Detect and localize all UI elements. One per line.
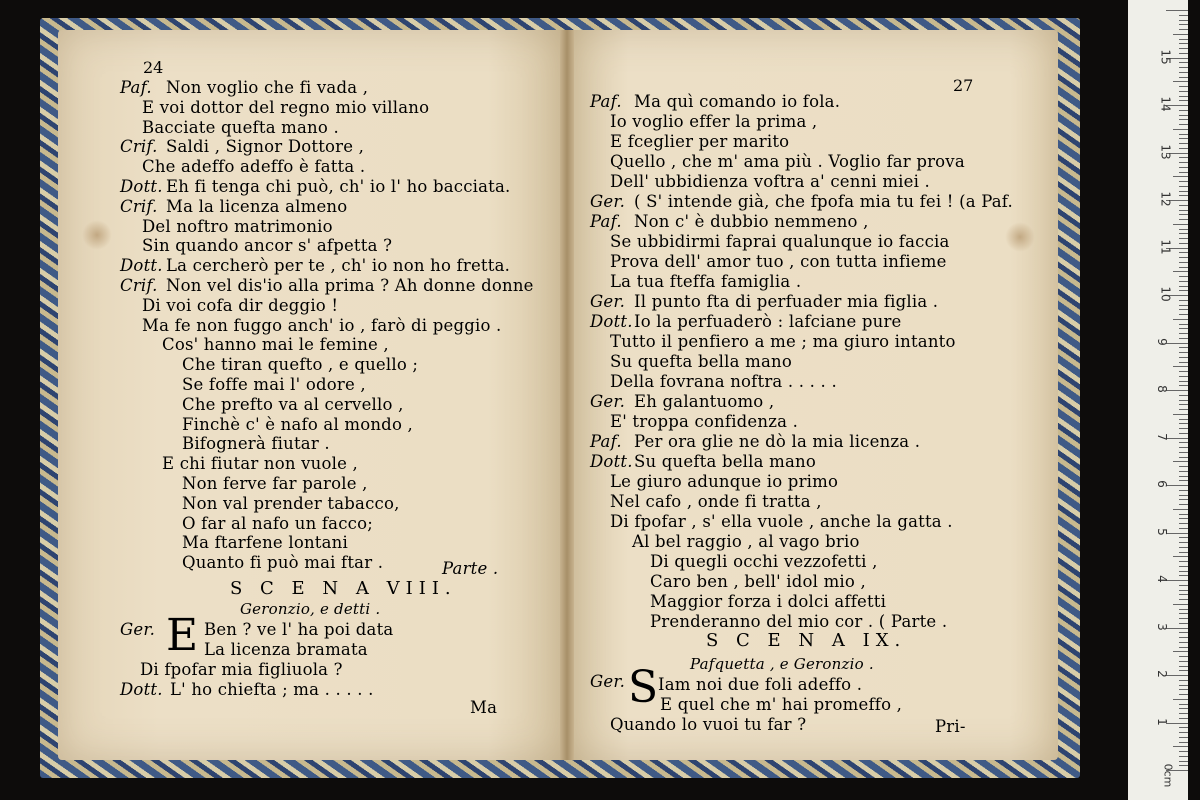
ruler-tick bbox=[1179, 290, 1188, 291]
ruler-tick bbox=[1179, 157, 1188, 158]
ruler-tick bbox=[1179, 680, 1188, 681]
ruler-tick bbox=[1179, 647, 1188, 648]
ruler-tick bbox=[1179, 637, 1188, 638]
catchword: Pri- bbox=[935, 717, 966, 736]
ruler-tick bbox=[1179, 447, 1188, 448]
ruler-tick bbox=[1179, 72, 1188, 73]
ruler-tick bbox=[1179, 428, 1188, 429]
text-line: Non voglio che fi vada , bbox=[166, 78, 369, 97]
ruler-label: 10 bbox=[1158, 286, 1173, 302]
speaker-label: Paf. bbox=[590, 92, 622, 111]
text-line: Per ora glie ne dò la mia licenza . bbox=[634, 432, 921, 451]
ruler-label: 9 bbox=[1154, 337, 1169, 346]
ruler-tick bbox=[1179, 452, 1188, 453]
ruler-tick bbox=[1173, 319, 1188, 320]
ruler-tick bbox=[1179, 324, 1188, 325]
ruler-tick bbox=[1179, 632, 1188, 633]
text-line: Che adeffo adeffo è fatta . bbox=[142, 157, 366, 177]
text-line: Su quefta bella mano bbox=[610, 352, 792, 371]
text-line: Prenderanno del mio cor . ( Parte . bbox=[650, 612, 948, 631]
text-line: Di quegli occhi vezzofetti , bbox=[650, 552, 878, 571]
text-line: Sin quando ancor s' afpetta ? bbox=[142, 236, 393, 256]
ruler-tick bbox=[1179, 547, 1188, 548]
ruler-tick bbox=[1166, 438, 1188, 439]
ruler-tick bbox=[1179, 656, 1188, 657]
ruler-tick bbox=[1179, 338, 1188, 339]
speaker-label: Dott. bbox=[120, 177, 163, 196]
text-line: Quanto fi può mai ftar . bbox=[182, 553, 384, 573]
text-line: Non ferve far parole , bbox=[182, 474, 368, 493]
ruler-tick bbox=[1179, 286, 1188, 287]
ruler-tick bbox=[1173, 366, 1188, 367]
ruler-tick bbox=[1179, 670, 1188, 671]
ruler-tick bbox=[1179, 742, 1188, 743]
ruler-tick bbox=[1179, 490, 1188, 491]
ruler-tick bbox=[1179, 751, 1188, 752]
ruler-label: 13 bbox=[1158, 143, 1173, 160]
text-line: Le giuro adunque io primo bbox=[610, 472, 839, 491]
speaker-label: Ger. bbox=[590, 292, 626, 311]
ruler-tick bbox=[1179, 476, 1188, 477]
ruler-label: 3 bbox=[1154, 622, 1169, 631]
text-line: Non val prender tabacco, bbox=[182, 493, 400, 513]
ruler-tick bbox=[1179, 124, 1188, 125]
ruler-tick bbox=[1179, 191, 1188, 192]
ruler-label: 0cm bbox=[1161, 763, 1175, 788]
ruler-tick bbox=[1179, 276, 1188, 277]
text-line: Cos' hanno mai le femine , bbox=[162, 335, 389, 355]
ruler-tick bbox=[1179, 594, 1188, 595]
ruler-tick bbox=[1179, 43, 1188, 44]
text-line: Tutto il penfiero a me ; ma giuro intanto bbox=[610, 332, 956, 351]
ruler-tick bbox=[1179, 457, 1188, 458]
ruler-tick bbox=[1179, 537, 1188, 538]
text-line: Caro ben , bell' idol mio , bbox=[650, 572, 866, 591]
ruler-tick bbox=[1166, 628, 1188, 629]
speaker-label: Paf. bbox=[590, 432, 622, 451]
ruler-tick bbox=[1166, 10, 1188, 11]
ruler-tick bbox=[1166, 723, 1188, 724]
text-line: L' ho chiefta ; ma . . . . . bbox=[170, 680, 374, 699]
ruler-tick bbox=[1179, 210, 1188, 211]
ruler-tick bbox=[1179, 704, 1188, 705]
ruler-tick bbox=[1179, 39, 1188, 40]
ruler-tick bbox=[1179, 148, 1188, 149]
ruler-tick bbox=[1179, 514, 1188, 515]
text-line: Saldi , Signor Dottore , bbox=[166, 137, 365, 157]
ruler-tick bbox=[1179, 585, 1188, 586]
text-line: E voi dottor del regno mio villano bbox=[142, 97, 430, 117]
ruler-tick bbox=[1179, 661, 1188, 662]
ruler-tick bbox=[1179, 257, 1188, 258]
drop-cap: S bbox=[628, 662, 659, 713]
ruler-tick bbox=[1179, 115, 1188, 116]
ruler-label: 8 bbox=[1154, 385, 1169, 393]
ruler-tick bbox=[1179, 518, 1188, 519]
scene-cast: Geronzio, e detti . bbox=[240, 600, 381, 618]
text-line: Quello , che m' ama più . Voglio far prova bbox=[610, 152, 965, 171]
text-line: La licenza bramata bbox=[204, 640, 368, 659]
text-line: Il punto fta di perfuader mia figlia . bbox=[634, 292, 939, 311]
ruler-tick bbox=[1179, 134, 1188, 135]
scene-heading: S C E N A VIII. bbox=[230, 578, 457, 599]
text-line: Ben ? ve l' ha poi data bbox=[204, 620, 394, 639]
ruler-tick bbox=[1179, 737, 1188, 738]
ruler-tick bbox=[1179, 599, 1188, 600]
ruler-tick bbox=[1179, 765, 1188, 766]
text-line: Di fpofar mia figliuola ? bbox=[140, 660, 343, 679]
ruler-tick bbox=[1179, 333, 1188, 334]
ruler-tick bbox=[1179, 471, 1188, 472]
text-line: La cercherò per te , ch' io non ho fretta. bbox=[166, 256, 511, 276]
ruler-tick bbox=[1179, 48, 1188, 49]
ruler-tick bbox=[1179, 162, 1188, 163]
ruler-tick bbox=[1179, 761, 1188, 762]
ruler-tick bbox=[1179, 499, 1188, 500]
speaker-label: Crif. bbox=[120, 137, 158, 157]
ruler-tick bbox=[1179, 404, 1188, 405]
ruler-tick bbox=[1179, 309, 1188, 310]
ruler-tick bbox=[1179, 86, 1188, 87]
ruler-label: 5 bbox=[1154, 527, 1169, 536]
ruler-tick bbox=[1173, 176, 1188, 177]
ruler-tick bbox=[1179, 400, 1188, 401]
ruler-tick bbox=[1179, 119, 1188, 120]
ruler-tick bbox=[1179, 442, 1188, 443]
ruler-tick bbox=[1179, 718, 1188, 719]
ruler-tick bbox=[1166, 485, 1188, 486]
ruler-tick bbox=[1179, 495, 1188, 496]
text-line: Del noftro matrimonio bbox=[142, 216, 333, 236]
ruler-tick bbox=[1179, 708, 1188, 709]
book-gutter bbox=[560, 30, 574, 760]
ruler-tick bbox=[1179, 732, 1188, 733]
ruler-tick bbox=[1179, 666, 1188, 667]
ruler-tick bbox=[1179, 713, 1188, 714]
text-line: Ma quì comando io fola. bbox=[634, 92, 841, 111]
ruler-tick bbox=[1179, 419, 1188, 420]
ruler-tick bbox=[1179, 91, 1188, 92]
ruler-tick bbox=[1179, 561, 1188, 562]
text-line: Eh galantuomo , bbox=[634, 392, 775, 411]
ruler-tick bbox=[1166, 580, 1188, 581]
ruler-tick bbox=[1179, 300, 1188, 301]
text-line: Se ubbidirmi faprai qualunque io faccia bbox=[610, 232, 950, 251]
ruler-label: 7 bbox=[1154, 432, 1169, 441]
ruler-tick bbox=[1179, 613, 1188, 614]
ruler-tick bbox=[1173, 509, 1188, 510]
paper-stain bbox=[1005, 222, 1035, 252]
text-line: ( S' intende già, che fpofa mia tu fei ! (a Paf. bbox=[634, 192, 1013, 211]
ruler-tick bbox=[1179, 205, 1188, 206]
text-line: E chi fiutar non vuole , bbox=[162, 454, 358, 474]
ruler-tick bbox=[1179, 24, 1188, 25]
ruler-label: 11 bbox=[1158, 238, 1173, 255]
ruler-tick bbox=[1179, 195, 1188, 196]
speaker-label: Paf. bbox=[120, 78, 152, 97]
ruler-tick bbox=[1179, 328, 1188, 329]
text-line: Ma fe non fuggo anch' io , farò di peggio . bbox=[142, 315, 502, 335]
text-line: E fceglier per marito bbox=[610, 132, 790, 151]
ruler-tick bbox=[1179, 575, 1188, 576]
text-line: Che prefto va al cervello , bbox=[182, 394, 404, 414]
ruler-tick bbox=[1179, 376, 1188, 377]
ruler-tick bbox=[1179, 385, 1188, 386]
text-line: Finchè c' è nafo al mondo , bbox=[182, 414, 413, 434]
text-line: Al bel raggio , al vago brio bbox=[632, 532, 860, 551]
ruler-tick bbox=[1179, 694, 1188, 695]
ruler-tick bbox=[1179, 480, 1188, 481]
ruler-label: 15 bbox=[1158, 48, 1173, 65]
speaker-label: Ger. bbox=[590, 392, 626, 411]
text-line: Nel cafo , onde fi tratta , bbox=[610, 492, 822, 511]
ruler-tick bbox=[1179, 172, 1188, 173]
ruler-tick bbox=[1179, 314, 1188, 315]
ruler-tick bbox=[1173, 746, 1188, 747]
speaker-label: Crif. bbox=[120, 196, 158, 216]
scene-cast: Pafquetta , e Geronzio . bbox=[690, 655, 874, 673]
ruler-tick bbox=[1179, 623, 1188, 624]
ruler-tick bbox=[1179, 252, 1188, 253]
ruler-tick bbox=[1179, 53, 1188, 54]
paper-stain bbox=[82, 220, 112, 250]
ruler-tick bbox=[1173, 224, 1188, 225]
ruler-tick bbox=[1173, 81, 1188, 82]
ruler-tick bbox=[1166, 675, 1188, 676]
ruler-tick bbox=[1179, 267, 1188, 268]
ruler-tick bbox=[1179, 62, 1188, 63]
speaker-label: Ger. bbox=[590, 672, 626, 691]
speaker-label: Crif. bbox=[120, 276, 158, 295]
ruler-tick bbox=[1173, 699, 1188, 700]
speaker-label: Dott. bbox=[120, 680, 163, 699]
ruler-tick bbox=[1179, 433, 1188, 434]
ruler-label: 12 bbox=[1158, 191, 1173, 207]
drop-cap: E bbox=[166, 610, 199, 661]
text-line: O far al nafo un facco; bbox=[182, 513, 373, 533]
ruler-tick bbox=[1166, 533, 1188, 534]
ruler-tick bbox=[1179, 110, 1188, 111]
ruler-tick bbox=[1179, 281, 1188, 282]
text-line: Io la perfuaderò : lafciane pure bbox=[634, 312, 902, 331]
text-line: E' troppa confidenza . bbox=[610, 412, 799, 431]
text-line: Quando lo vuoi tu far ? bbox=[610, 715, 807, 734]
ruler-tick bbox=[1173, 129, 1188, 130]
ruler-tick bbox=[1179, 566, 1188, 567]
text-line: Dell' ubbidienza voftra a' cenni miei . bbox=[610, 172, 930, 191]
text-line: Se foffe mai l' odore , bbox=[182, 375, 366, 394]
ruler-tick bbox=[1179, 186, 1188, 187]
text-line: Ma la licenza almeno bbox=[166, 196, 348, 216]
ruler-tick bbox=[1179, 77, 1188, 78]
text-line: Di fpofar , s' ella vuole , anche la gatta . bbox=[610, 512, 953, 531]
ruler-tick bbox=[1179, 371, 1188, 372]
ruler-tick bbox=[1179, 362, 1188, 363]
ruler-tick bbox=[1173, 604, 1188, 605]
speaker-label: Dott. bbox=[590, 452, 633, 471]
ruler-tick bbox=[1173, 461, 1188, 462]
text-line: Maggior forza i dolci affetti bbox=[650, 592, 887, 611]
ruler-tick bbox=[1179, 552, 1188, 553]
ruler-tick bbox=[1179, 756, 1188, 757]
ruler-tick bbox=[1179, 352, 1188, 353]
ruler-tick bbox=[1179, 504, 1188, 505]
ruler-tick bbox=[1179, 100, 1188, 101]
ruler-tick bbox=[1179, 618, 1188, 619]
ruler-tick bbox=[1179, 167, 1188, 168]
text-line: Eh fi tenga chi può, ch' io l' ho bacciata. bbox=[166, 177, 511, 196]
measurement-ruler bbox=[1128, 0, 1188, 800]
ruler-tick bbox=[1179, 20, 1188, 21]
ruler-tick bbox=[1179, 727, 1188, 728]
ruler-tick bbox=[1179, 347, 1188, 348]
ruler-tick bbox=[1179, 181, 1188, 182]
text-line: Bacciate quefta mano . bbox=[142, 117, 339, 137]
ruler-tick bbox=[1173, 271, 1188, 272]
ruler-label: 2 bbox=[1154, 670, 1169, 678]
ruler-tick bbox=[1179, 523, 1188, 524]
ruler-tick bbox=[1173, 651, 1188, 652]
ruler-tick bbox=[1179, 423, 1188, 424]
text-line: E quel che m' hai promeffo , bbox=[660, 695, 903, 714]
text-line: La tua fteffa famiglia . bbox=[610, 272, 802, 291]
text-line: Di voi cofa dir deggio ! bbox=[142, 295, 339, 315]
ruler-tick bbox=[1179, 409, 1188, 410]
ruler-tick bbox=[1179, 67, 1188, 68]
ruler-tick bbox=[1173, 556, 1188, 557]
ruler-tick bbox=[1179, 590, 1188, 591]
ruler-tick bbox=[1179, 29, 1188, 30]
ruler-tick bbox=[1179, 214, 1188, 215]
speaker-label: Ger. bbox=[120, 620, 156, 639]
text-line: Prova dell' amor tuo , con tutta infieme bbox=[610, 252, 947, 271]
ruler-tick bbox=[1179, 262, 1188, 263]
catchword: Ma bbox=[470, 698, 498, 717]
text-line: Che tiran quefto , e quello ; bbox=[182, 355, 419, 375]
scene-heading: S C E N A IX. bbox=[706, 630, 907, 651]
text-line: Bifognerà fiutar . bbox=[182, 434, 330, 454]
ruler-tick bbox=[1179, 96, 1188, 97]
ruler-tick bbox=[1179, 357, 1188, 358]
text-line: Iam noi due foli adeffo . bbox=[658, 675, 863, 694]
ruler-tick bbox=[1179, 305, 1188, 306]
page-number: 27 bbox=[953, 76, 974, 95]
stage-direction: Parte . bbox=[442, 559, 499, 578]
ruler-tick bbox=[1179, 15, 1188, 16]
ruler-tick bbox=[1179, 542, 1188, 543]
speaker-label: Dott. bbox=[120, 256, 163, 276]
text-line: Della fovrana noftra . . . . . bbox=[610, 372, 837, 391]
ruler-tick bbox=[1173, 34, 1188, 35]
text-line: Io voglio effer la prima , bbox=[610, 112, 818, 131]
text-line: Non c' è dubbio nemmeno , bbox=[634, 212, 869, 231]
ruler-tick bbox=[1179, 143, 1188, 144]
ruler-tick bbox=[1179, 138, 1188, 139]
speaker-label: Paf. bbox=[590, 212, 622, 231]
ruler-tick bbox=[1179, 571, 1188, 572]
ruler-tick bbox=[1179, 528, 1188, 529]
ruler-label: 1 bbox=[1154, 717, 1169, 726]
ruler-label: 4 bbox=[1154, 575, 1169, 583]
ruler-tick bbox=[1166, 343, 1188, 344]
text-line: Su quefta bella mano bbox=[634, 452, 816, 471]
ruler-tick bbox=[1179, 229, 1188, 230]
ruler-tick bbox=[1179, 219, 1188, 220]
speaker-label: Ger. bbox=[590, 192, 626, 211]
ruler-tick bbox=[1179, 381, 1188, 382]
page-number: 24 bbox=[143, 58, 164, 77]
ruler-tick bbox=[1179, 685, 1188, 686]
ruler-tick bbox=[1179, 466, 1188, 467]
text-line: Ma ftarfene lontani bbox=[182, 533, 348, 553]
ruler-tick bbox=[1179, 609, 1188, 610]
ruler-label: 6 bbox=[1154, 480, 1169, 488]
speaker-label: Dott. bbox=[590, 312, 633, 331]
text-line: Non vel dis'io alla prima ? Ah donne donne bbox=[166, 276, 534, 295]
ruler-tick bbox=[1179, 395, 1188, 396]
ruler-tick bbox=[1179, 642, 1188, 643]
ruler-tick bbox=[1179, 238, 1188, 239]
ruler-tick bbox=[1179, 689, 1188, 690]
ruler-tick bbox=[1179, 243, 1188, 244]
ruler-tick bbox=[1173, 414, 1188, 415]
ruler-tick bbox=[1179, 233, 1188, 234]
ruler-tick bbox=[1166, 390, 1188, 391]
ruler-label: 14 bbox=[1158, 96, 1173, 112]
